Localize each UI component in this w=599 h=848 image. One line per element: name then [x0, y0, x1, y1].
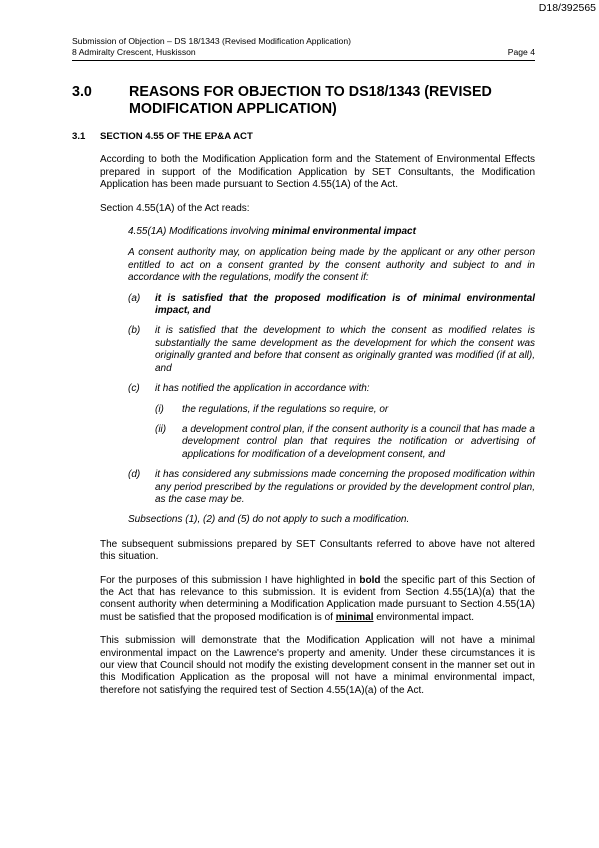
subsection-title: SECTION 4.55 OF THE EP&A ACT [100, 131, 253, 142]
subsection-heading [72, 131, 535, 143]
subsections-note: Subsections (1), (2) and (5) do not apply to such a modification. [128, 514, 410, 526]
paragraph-act-reads: Section 4.55(1A) of the Act reads: [100, 202, 250, 214]
document-reference: D18/392565 [538, 2, 596, 14]
list-label: (c) [128, 383, 140, 395]
purposes-part-e: environmental impact. [373, 611, 475, 623]
sub-item-ii [155, 424, 535, 461]
sub-label: (ii) [155, 423, 167, 435]
list-text: it is satisfied that the proposed modification is of minimal environmental impact, and [155, 292, 535, 317]
page-header [72, 36, 535, 57]
list-item-a [128, 293, 535, 318]
section-title: REASONS FOR OBJECTION TO DS18/1343 (REVISED MODIFICATION APPLICATION) [129, 84, 492, 117]
sub-text: the regulations, if the regulations so require, or [182, 403, 389, 415]
list-label: (a) [128, 292, 141, 304]
purposes-part-a: For the purposes of this submission I have highlighted in [100, 574, 360, 586]
sub-label: (i) [155, 403, 164, 415]
list-label: (b) [128, 325, 141, 337]
section-heading [72, 84, 535, 118]
paragraph-demonstrate: This submission will demonstrate that the Modification Application will not have a minimal environmental impact on the Lawrence's property and amenity. Under these circumstances it is our view that Council should not modify the existing development consent in the manner set out in this Modification Application as the proposal will not have a minimal environmental impact, therefore not satisfying the required test of Section 4.55(1A)(a) of the Act. [100, 635, 535, 696]
paragraph-subsequent: The subsequent submissions prepared by SET Consultants referred to above have not altered this situation. [100, 538, 535, 563]
act-section-bold: minimal environmental impact [271, 226, 416, 238]
purposes-part-c: the specific part of this Section of the Act that has relevance to this submission. It is evident from Section 4.55(1A)(a) that the consent authority when determining a Modification Application made pursuant to Section 4.55(1A) must be satisfied that the proposed modification is of [100, 574, 535, 623]
subsection-number: 3.1 [72, 131, 86, 142]
sub-item-i [155, 404, 535, 416]
paragraph-purposes [100, 575, 535, 625]
act-quote-intro: A consent authority may, on application being made by the applicant or any other person entitled to act on a consent granted by the consent authority and subject to and in accordance with the regulations, modify the consent if: [128, 247, 535, 284]
act-section-title [128, 226, 535, 238]
list-text: it has considered any submissions made concerning the proposed modification within any period prescribed by the regulations or provided by the development control plan, as the case may be. [155, 469, 535, 505]
act-section-prefix: 4.55(1A) Modifications involving [128, 226, 272, 238]
list-text: it is satisfied that the development to which the consent as modified relates is substantially the same development as the development for which the consent was originally granted and before that consent as originally granted was modified (if at all), and [155, 325, 535, 374]
page-number: Page 4 [507, 46, 535, 57]
list-label: (d) [128, 469, 141, 481]
list-item-b [128, 325, 535, 375]
header-title: Submission of Objection – DS 18/1343 (Revised Modification Application) [72, 36, 351, 46]
list-item-c [128, 383, 535, 395]
section-number: 3.0 [72, 84, 92, 100]
header-address: 8 Admiralty Crescent, Huskisson [72, 46, 196, 57]
purposes-minimal: minimal [335, 611, 374, 623]
header-divider [72, 60, 535, 61]
page-body [72, 84, 535, 708]
paragraph-intro: According to both the Modification Application form and the Statement of Environmental Effects prepared in support of the Modification Application by SET Consultants, the Modification Application has been made pursuant to Section 4.55(1A) of the Act. [100, 154, 535, 191]
purposes-bold-word: bold [359, 574, 381, 586]
list-text: it has notified the application in accordance with: [155, 383, 370, 395]
sub-text: a development control plan, if the consent authority is a council that has made a development control plan that requires the notification or advertising of applications for modification of a development consent, and [182, 423, 535, 460]
list-item-d [128, 469, 535, 506]
